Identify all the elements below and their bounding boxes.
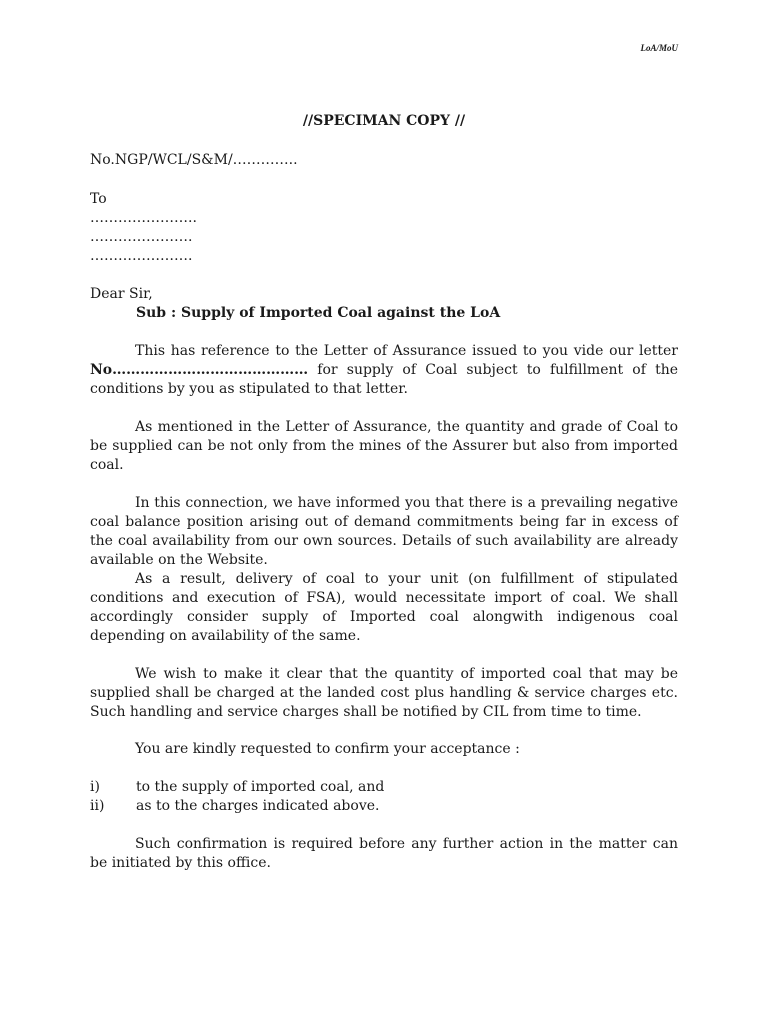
to-label: To bbox=[90, 191, 107, 207]
header-tag: LoA/MoU bbox=[640, 43, 678, 53]
list-text: as to the charges indicated above. bbox=[136, 798, 380, 814]
document-title: //SPECIMAN COPY // bbox=[302, 113, 466, 129]
salutation: Dear Sir, bbox=[90, 286, 153, 302]
paragraph-charges: We wish to make it clear that the quantity of imported coal that may be supplied shall be charged at the landed cost plus handling & service charges etc. Such handling and service charges shall be notified by CIL from time to time. bbox=[90, 666, 678, 720]
letter-body bbox=[90, 112, 678, 873]
list-item bbox=[90, 797, 678, 816]
letter-number-blank: No…………………………………… bbox=[90, 362, 309, 378]
paragraph-confirmation: Such confirmation is required before any further action in the matter can be initiated by this office. bbox=[90, 836, 678, 871]
list-number: ii) bbox=[90, 798, 105, 814]
list-text: to the supply of imported coal, and bbox=[136, 779, 385, 795]
list-number: i) bbox=[90, 779, 100, 795]
paragraph-connection: In this connection, we have informed you that there is a prevailing negative coal balance position arising out of demand commitments being far in excess of the coal availability from our own sources. Details of such availability are already available on the Website. bbox=[90, 495, 678, 568]
address-line: ………………….. bbox=[90, 210, 197, 226]
reference-number: No.NGP/WCL/S&M/………….. bbox=[90, 152, 298, 168]
paragraph-assurance: As mentioned in the Letter of Assurance, the quantity and grade of Coal to be supplied can be not only from the mines of the Assurer but also from imported coal. bbox=[90, 419, 678, 473]
address-line: …………………. bbox=[90, 248, 193, 264]
list-item bbox=[90, 778, 678, 797]
address-line: …………………. bbox=[90, 229, 193, 245]
paragraph-request: You are kindly requested to confirm your acceptance : bbox=[135, 741, 520, 757]
acceptance-list bbox=[90, 778, 678, 816]
subject-line: Sub : Supply of Imported Coal against the LoA bbox=[136, 305, 501, 321]
paragraph-result: As a result, delivery of coal to your unit (on fulfillment of stipulated conditions and execution of FSA), would necessitate import of coal. We shall accordingly consider supply of Imported coal alongwith indigenous coal depending on availability of the same. bbox=[90, 571, 678, 644]
paragraph-reference-text: This has reference to the Letter of Assurance issued to you vide our letter bbox=[135, 343, 678, 359]
paragraph-reference-text: for supply of Coal subject to fulfillment of the conditions by you as stipulated to that letter. bbox=[90, 362, 678, 397]
paragraph-reference bbox=[90, 342, 678, 399]
